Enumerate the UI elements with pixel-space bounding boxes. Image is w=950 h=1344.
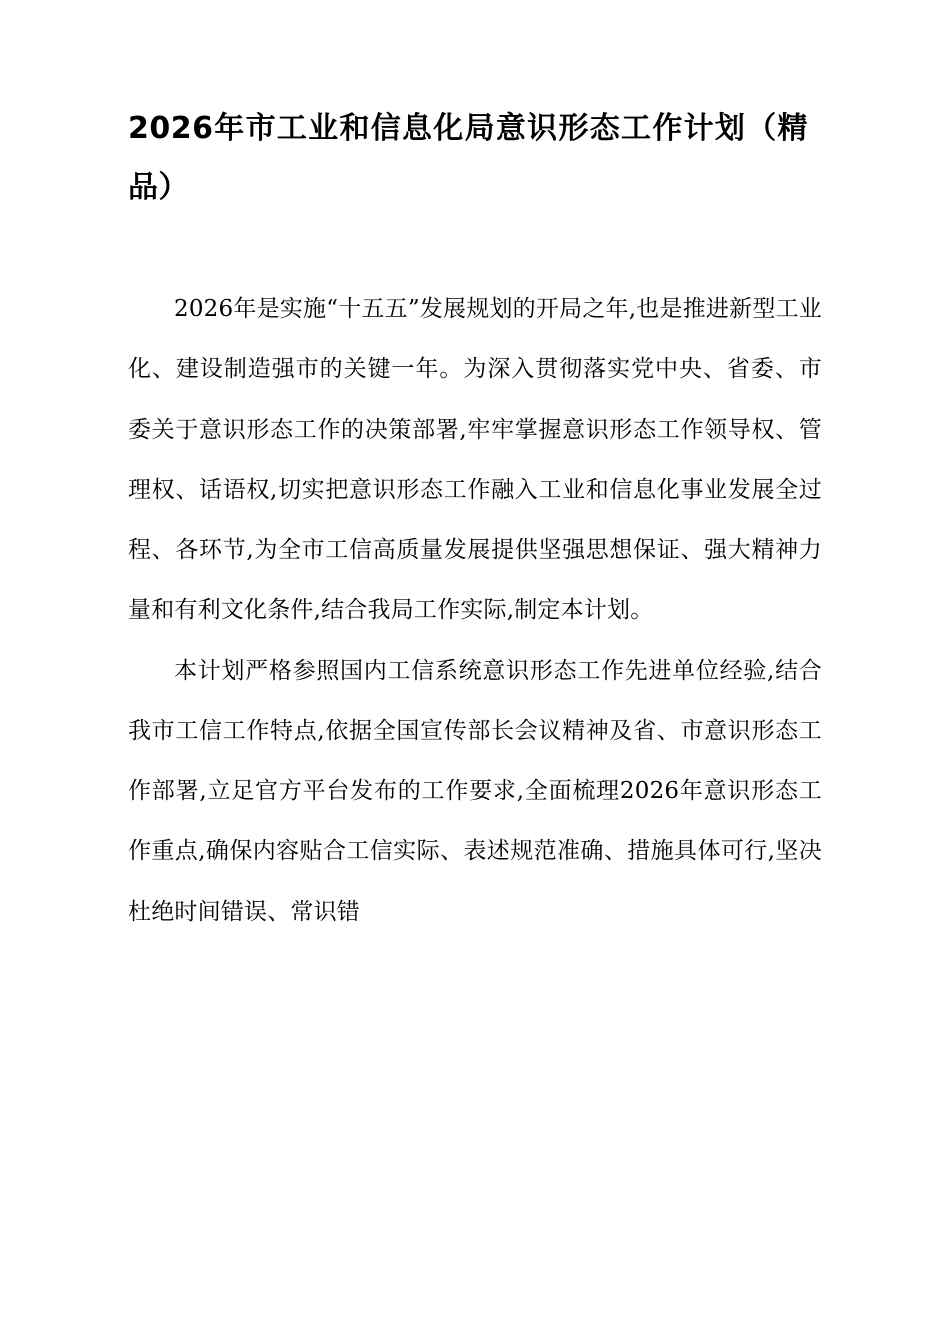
- paragraph-1: 2026年是实施“十五五”发展规划的开局之年,也是推进新型工业化、建设制造强市的关键一年。为深入贯彻落实党中央、省委、市委关于意识形态工作的决策部署,牢牢掌握意识形态工作领导权、管理权、话语权,切实把意识形态工作融入工业和信息化事业发展全过程、各环节,为全市工信高质量发展提供坚强思想保证、强大精神力量和有利文化条件,结合我局工作实际,制定本计划。: [128, 296, 822, 624]
- paragraph-2: 本计划严格参照国内工信系统意识形态工作先进单位经验,结合我市工信工作特点,依据全国宣传部长会议精神及省、市意识形态工作部署,立足官方平台发布的工作要求,全面梳理2026年意识形态工作重点,确保内容贴合工信实际、表述规范准确、措施具体可行,坚决杜绝时间错误、常识错: [128, 657, 822, 925]
- page-title: 2026年市工业和信息化局意识形态工作计划（精品）: [128, 111, 808, 205]
